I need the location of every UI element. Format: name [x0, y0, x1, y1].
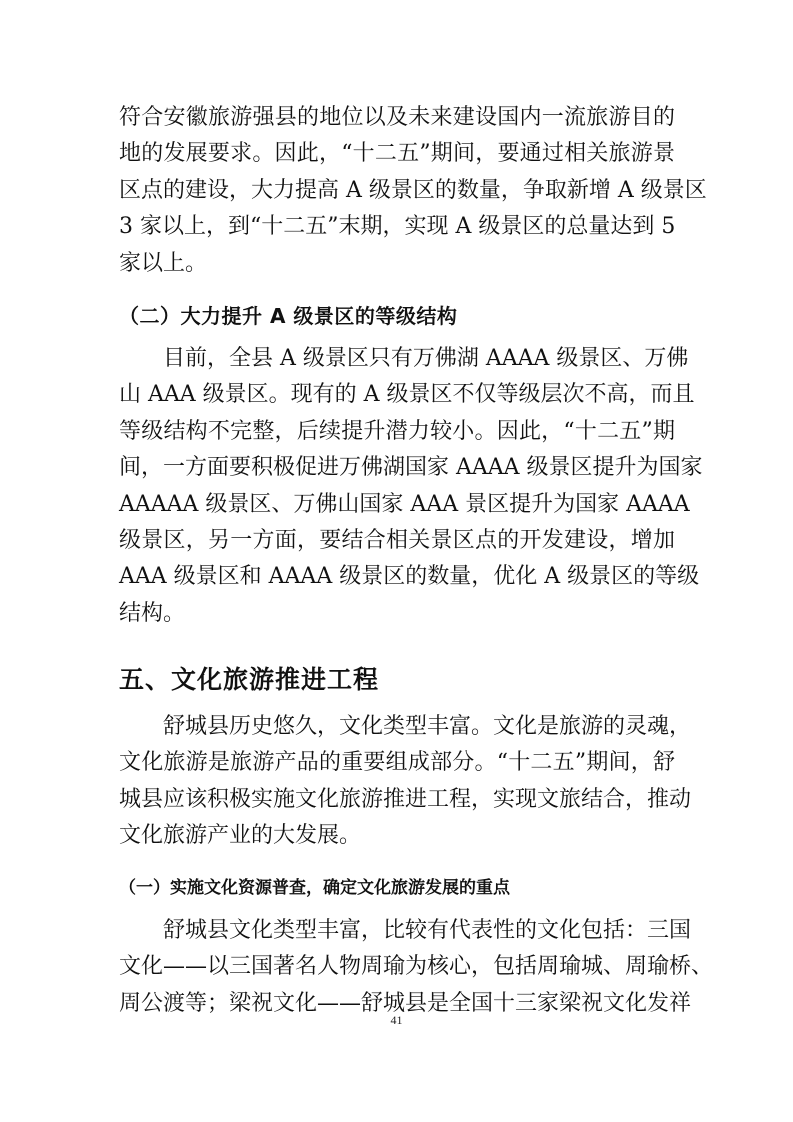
paragraph-1	[119, 100, 707, 282]
text-line: 家以上。	[119, 250, 208, 276]
page-number: 41	[390, 1013, 403, 1027]
paragraph-3	[119, 709, 692, 855]
section-heading-1: （一）实施文化资源普查，确定文化旅游发展的重点	[119, 878, 510, 898]
text-line: 舒城县历史悠久，文化类型丰富。文化是旅游的灵魂，	[163, 714, 692, 739]
text-line: 文化——以三国著名人物周瑜为核心，包括周瑜城、周瑜桥、	[119, 954, 714, 980]
text-line: 周公渡等；梁祝文化——舒城县是全国十三家梁祝文化发祥	[119, 990, 692, 1016]
text-line: AAA 级景区和 AAAA 级景区的数量，优化 A 级景区的等级	[119, 564, 700, 590]
text-line: 城县应该积极实施文化旅游推进工程，实现文旅结合，推动	[119, 786, 692, 812]
text-line: 间，一方面要积极促进万佛湖国家 AAAA 级景区提升为国家	[119, 455, 703, 481]
text-line: AAAAA 级景区、万佛山国家 AAA 景区提升为国家 AAAA	[119, 491, 690, 517]
text-line: 目前，全县 A 级景区只有万佛湖 AAAA 级景区、万佛	[163, 346, 689, 371]
text-line: 地的发展要求。因此，“十二五”期间，要通过相关旅游景	[119, 141, 675, 167]
section-heading-2: （二）大力提升 A 级景区的等级结构	[119, 304, 458, 328]
text-line: 舒城县文化类型丰富，比较有代表性的文化包括：三国	[163, 918, 692, 943]
text-line: 3 家以上，到“十二五”末期，实现 A 级景区的总量达到 5	[119, 214, 676, 240]
chapter-heading: 五、文化旅游推进工程	[119, 665, 380, 694]
text-line: 文化旅游是旅游产品的重要组成部分。“十二五”期间，舒	[119, 750, 675, 776]
text-line: 等级结构不完整，后续提升潜力较小。因此，“十二五”期	[119, 418, 675, 444]
text-line: 文化旅游产业的大发展。	[119, 823, 362, 849]
paragraph-2	[119, 341, 703, 632]
text-line: 山 AAA 级景区。现有的 A 级景区不仅等级层次不高，而且	[119, 382, 695, 408]
text-line: 区点的建设，大力提高 A 级景区的数量，争取新增 A 级景区	[119, 177, 707, 203]
text-line: 结构。	[119, 600, 186, 626]
text-line: 符合安徽旅游强县的地位以及未来建设国内一流旅游目的	[119, 105, 675, 130]
paragraph-4	[119, 913, 714, 1022]
text-line: 级景区，另一方面，要结合相关景区点的开发建设，增加	[119, 528, 675, 554]
